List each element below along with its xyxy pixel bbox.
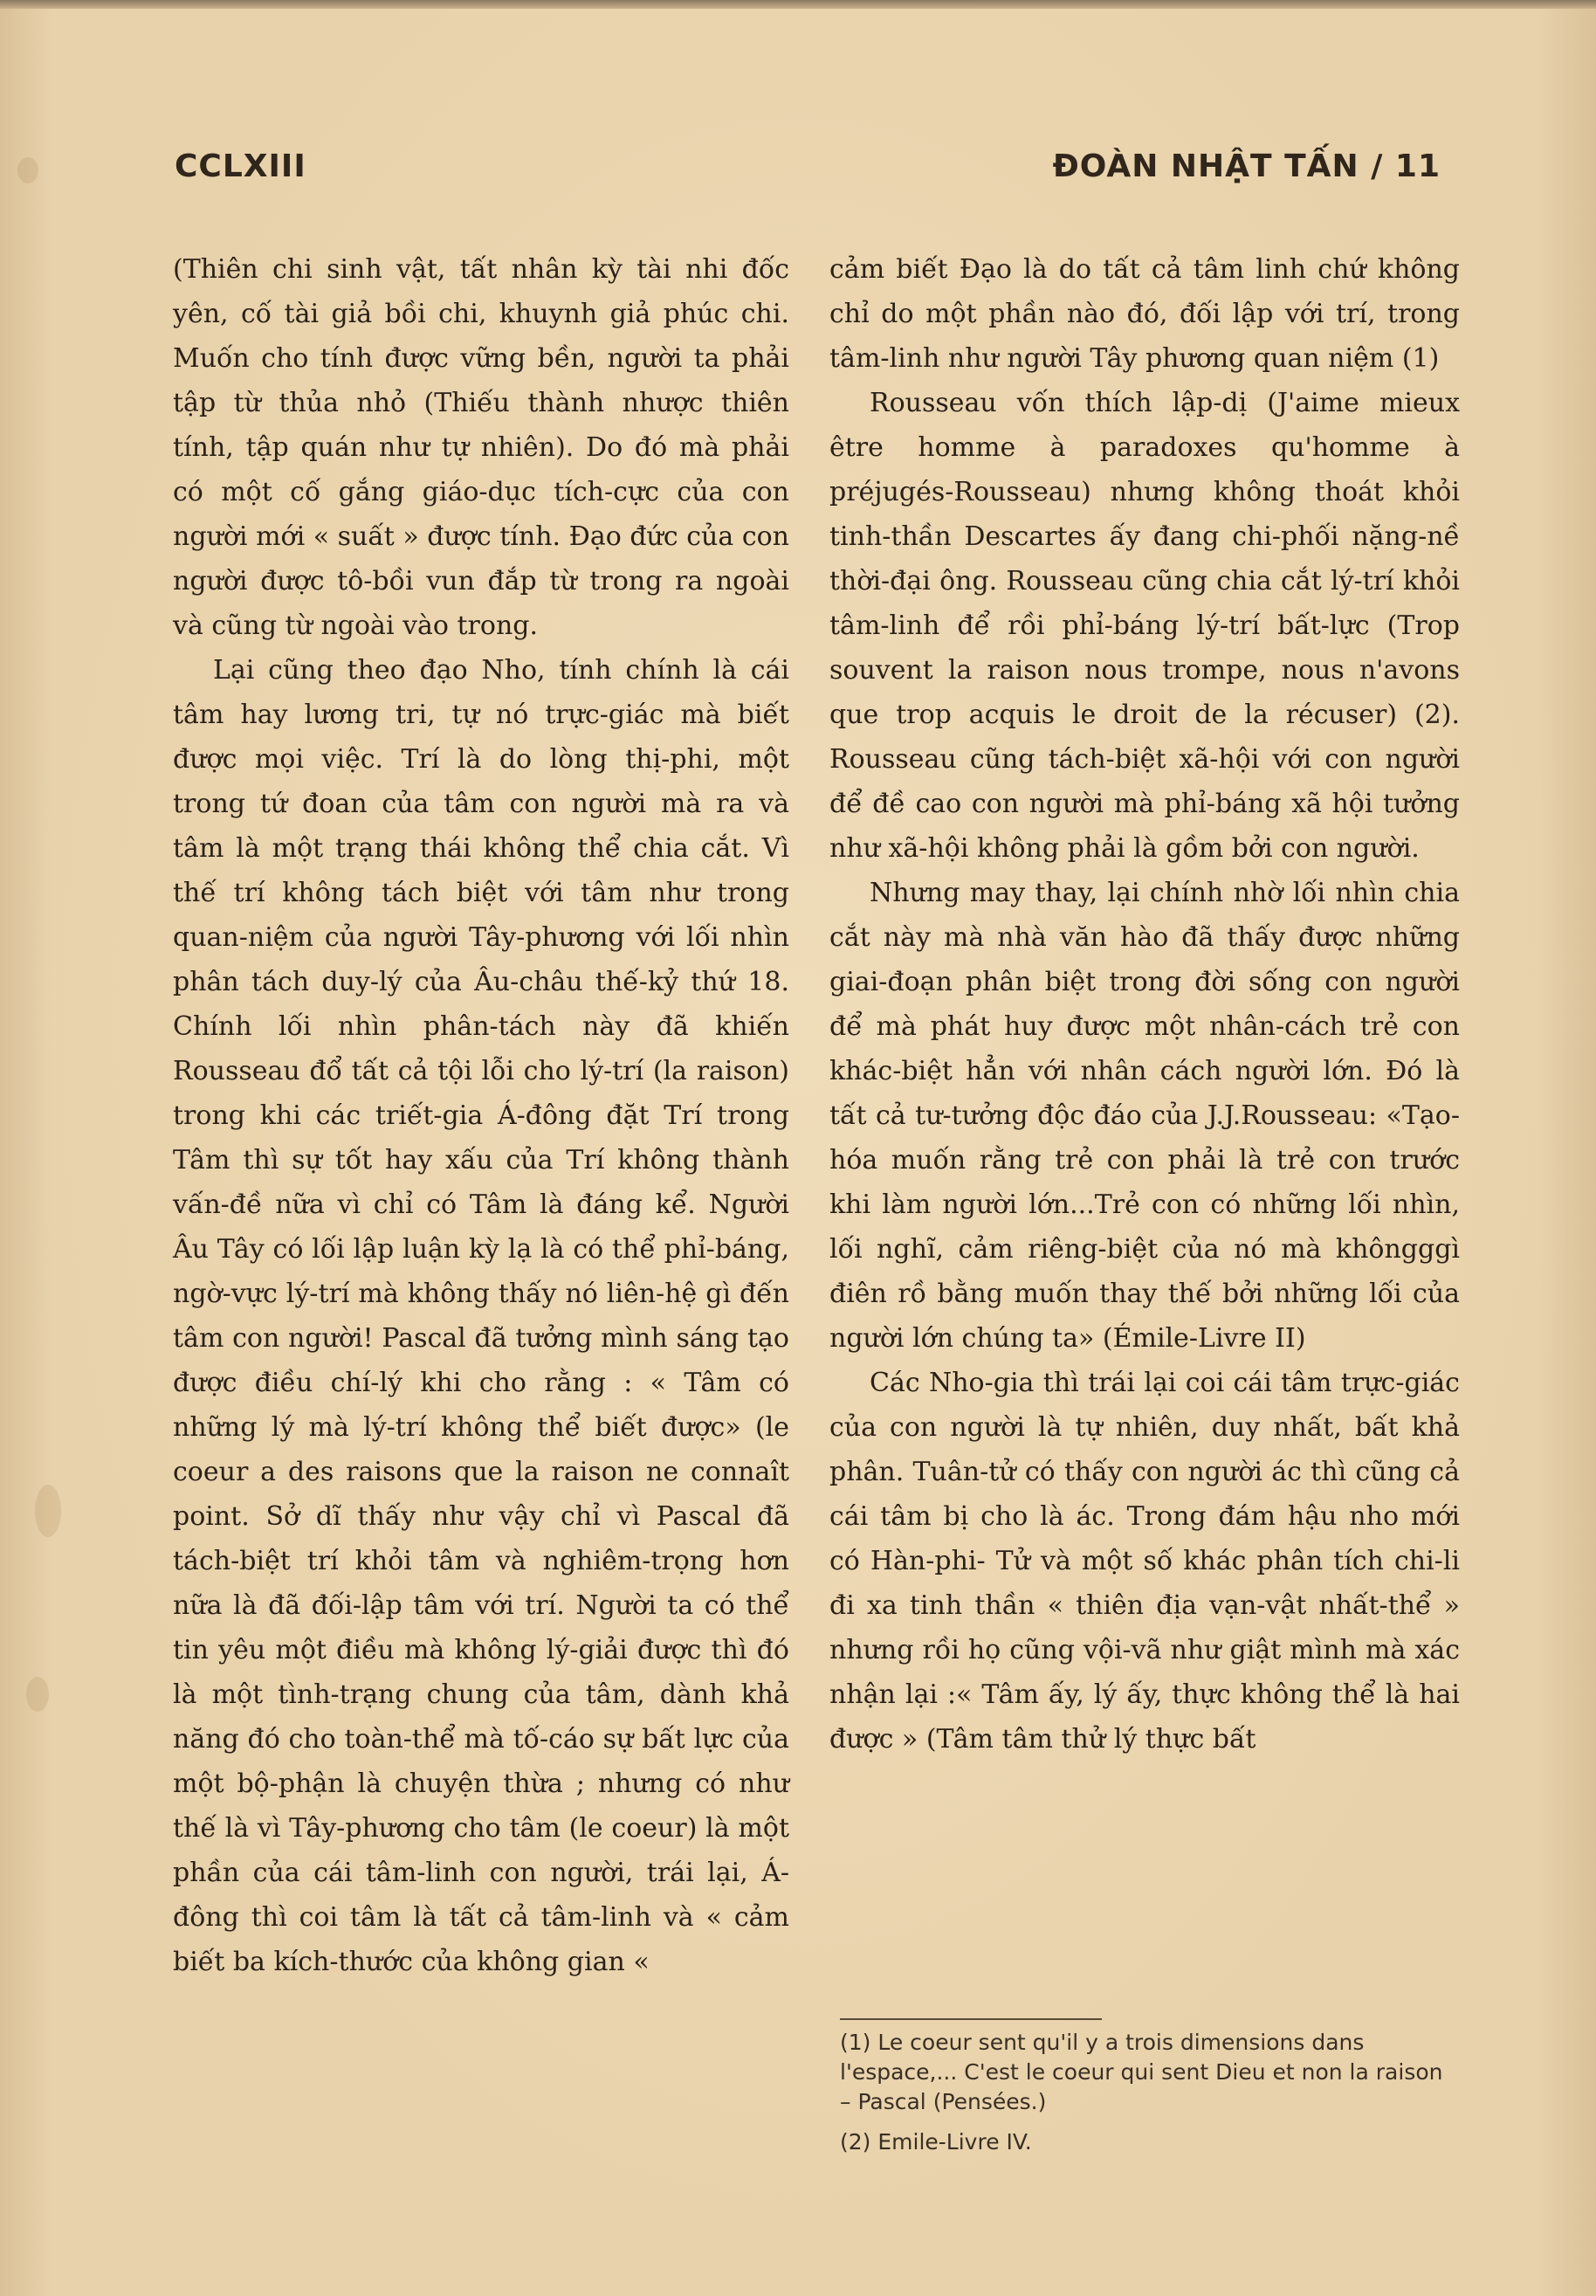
- paragraph: Lại cũng theo đạo Nho, tính chính là cái tâm hay lương tri, tự nó trực-giác mà biết được mọi việc. Trí là do lòng thị-phi, một trong tứ đoan của tâm con người mà ra và tâm là một trạng thái không thể chia cắt. Vì thế trí không tách biệt với tâm như trong quan-niệm của người Tây-phương với lối nhìn phân tách duy-lý của Âu-châu thế-kỷ thứ 18. Chính lối nhìn phân-tách này đã khiến Rousseau đổ tất cả tội lỗi cho lý-trí (la raison) trong khi các triết-gia Á-đông đặt Trí trong Tâm thì sự tốt hay xấu của Trí không thành vấn-đề nữa vì chỉ có Tâm là đáng kể. Người Âu Tây có lối lập luận kỳ lạ là có thể phỉ-báng, ngờ-vực lý-trí mà không thấy nó liên-hệ gì đến tâm con người! Pascal đã tưởng mình sáng tạo được điều chí-lý khi cho rằng : « Tâm có những lý mà lý-trí không thể biết được» (le coeur a des raisons que la raison ne connaît point. Sở dĩ thấy như vậy chỉ vì Pascal đã tách-biệt trí khỏi tâm và nghiêm-trọng hơn nữa là đã đối-lập tâm với trí. Người ta có thể tin yêu một điều mà không lý-giải được thì đó là một tình-trạng chung của tâm, dành khả năng đó cho toàn-thể mà tố-cáo sự bất lực của một bộ-phận là chuyện thừa ; nhưng có như thế là vì Tây-phương cho tâm (le coeur) là một phần của cái tâm-linh con người, trái lại, Á-đông thì coi tâm là tất cả tâm-linh và « cảm biết ba kích-thước của không gian «: [173, 655, 789, 1977]
- paragraph: (Thiên chi sinh vật, tất nhân kỳ tài nhi đốc yên, cố tài giả bồi chi, khuynh giả phúc chi. Muốn cho tính được vững bền, người ta phải tập từ thủa nhỏ (Thiếu thành nhược thiên tính, tập quán như tự nhiên). Do đó mà phải có một cố gắng giáo-dục tích-cực của con người mới « suất » được tính. Đạo đức của con người được tô-bồi vun đắp từ trong ra ngoài và cũng từ ngoài vào trong.: [173, 254, 789, 641]
- author-page-number: ĐOÀN NHẬT TẤN / 11: [1052, 148, 1441, 184]
- issue-number: CCLXIII: [175, 148, 306, 184]
- paper-stain: [35, 1485, 61, 1537]
- paragraph: Các Nho-gia thì trái lại coi cái tâm trực-giác của con người là tự nhiên, duy nhất, bất khả phân. Tuân-tử có thấy con người ác thì cũng cả cái tâm bị cho là ác. Trong đám hậu nho mới có Hàn-phi- Tử và một số khác phân tích chi-li đi xa tinh thần « thiên địa vạn-vật nhất-thể » nhưng rồi họ cũng vội-vã như giật mình mà xác nhận lại :« Tâm ấy, lý ấy, thực không thể là hai được » (Tâm tâm thử lý thực bất: [829, 1368, 1460, 1755]
- footnote-divider: [840, 2018, 1102, 2020]
- footnote: (1) Le coeur sent qu'il y a trois dimensions dans l'espace,... C'est le coeur qui sent Dieu et non la raison – Pascal (Pensées.): [840, 2030, 1443, 2114]
- paragraph: Rousseau vốn thích lập-dị (J'aime mieux être homme à paradoxes qu'homme à préjugés-Rousseau) nhưng không thoát khỏi tinh-thần Descartes ấy đang chi-phối nặng-nề thời-đại ông. Rousseau cũng chia cắt lý-trí khỏi tâm-linh để rồi phỉ-báng lý-trí bất-lực (Trop souvent la raison nous trompe, nous n'avons que trop acquis le droit de la récuser) (2). Rousseau cũng tách-biệt xã-hội với con người để đề cao con người mà phỉ-báng xã hội tưởng như xã-hội không phải là gồm bởi con người.: [829, 388, 1460, 864]
- paper-stain: [17, 157, 38, 183]
- footnote: (2) Emile-Livre IV.: [840, 2129, 1032, 2155]
- paragraph: cảm biết Đạo là do tất cả tâm linh chứ không chỉ do một phần nào đó, đối lập với trí, trong tâm-linh như người Tây phương quan niệm (1): [829, 254, 1460, 374]
- right-column: [829, 247, 1460, 1762]
- paragraph: Nhưng may thay, lại chính nhờ lối nhìn chia cắt này mà nhà văn hào đã thấy được những giai-đoạn phân biệt trong đời sống con người để mà phát huy được một nhân-cách trẻ con khác-biệt hẳn với nhân cách người lớn. Đó là tất cả tư-tưởng độc đáo của J.J.Rousseau: «Tạo-hóa muốn rằng trẻ con phải là trẻ con trước khi làm người lớn...Trẻ con có những lối nhìn, lối nghĩ, cảm riêng-biệt của nó mà khôngggì điên rồ bằng muốn thay thế bởi những lối của người lớn chúng ta» (Émile-Livre II): [829, 878, 1460, 1354]
- page-header: [175, 148, 1441, 201]
- paper-stain: [26, 1677, 49, 1712]
- page-top-edge: [0, 0, 1596, 9]
- footnotes: [840, 2028, 1460, 2157]
- left-column: [173, 247, 789, 1984]
